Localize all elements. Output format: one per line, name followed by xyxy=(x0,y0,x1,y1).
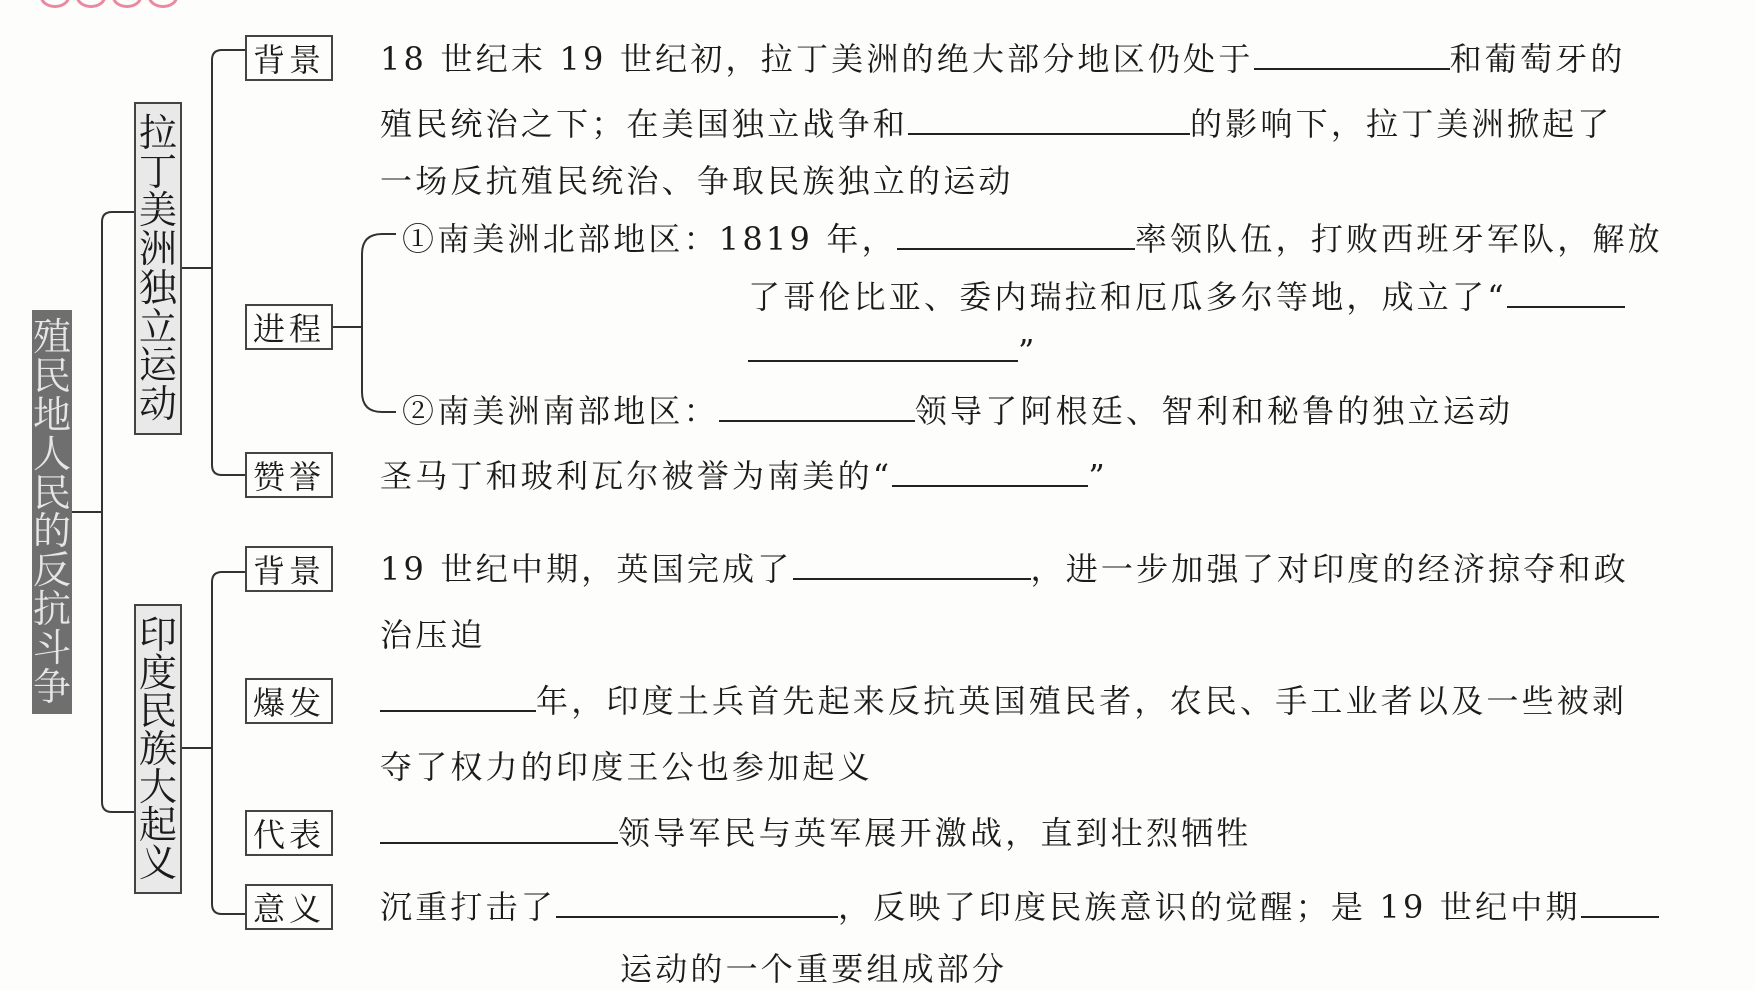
vertical-char: 义 xyxy=(138,841,177,885)
vertical-char: 度 xyxy=(138,651,177,695)
vertical-char: 人 xyxy=(32,431,71,476)
text-line: 沉重打击了 ，反映了印度民族意识的觉醒；是 19 世纪中期 xyxy=(380,886,1659,928)
fill-blank[interactable] xyxy=(380,680,536,712)
vertical-char: 族 xyxy=(138,727,177,771)
label-box-representative: 代表 xyxy=(245,810,333,856)
vertical-char: 斗 xyxy=(32,626,71,670)
fill-blank[interactable] xyxy=(892,455,1088,487)
vertical-char: 立 xyxy=(138,304,177,349)
text-line: ①南美洲北部地区：1819 年， 率领队伍，打败西班牙军队，解放 xyxy=(402,220,1663,258)
label-box-background: 背景 xyxy=(245,35,333,81)
text-line: 一场反抗殖民统治、争取民族独立的运动 xyxy=(380,162,1014,200)
fill-blank[interactable] xyxy=(719,390,915,422)
vertical-char: 争 xyxy=(32,664,71,709)
text-line: 领导军民与英军展开激战，直到壮烈牺牲 xyxy=(380,812,1252,854)
label-box-outbreak: 爆发 xyxy=(245,678,333,724)
vertical-char: 洲 xyxy=(138,227,177,272)
text-line: 19 世纪中期，英国完成了 ，进一步加强了对印度的经济掠夺和政 xyxy=(380,550,1629,588)
vertical-char: 反 xyxy=(32,548,71,593)
text-line: 18 世纪末 19 世纪初，拉丁美洲的绝大部分地区仍处于 和葡萄牙的 xyxy=(380,40,1626,78)
vertical-char: 殖 xyxy=(32,315,71,359)
fill-blank[interactable] xyxy=(793,548,1031,580)
vertical-char: 运 xyxy=(138,343,177,388)
vertical-char: 独 xyxy=(138,265,177,310)
branch-title-latin-america xyxy=(134,102,182,435)
text-line: ②南美洲南部地区： 领导了阿根廷、智利和秘鲁的独立运动 xyxy=(402,392,1514,430)
vertical-char: 动 xyxy=(138,381,177,426)
text-line: 夺了权力的印度王公也参加起义 xyxy=(380,748,873,786)
vertical-char: 民 xyxy=(32,470,71,515)
fill-blank[interactable] xyxy=(556,886,838,918)
vertical-char: 的 xyxy=(32,509,71,554)
branch-title-india xyxy=(134,604,182,894)
vertical-char: 起 xyxy=(138,803,177,847)
text-line: 治压迫 xyxy=(380,616,486,654)
vertical-char: 大 xyxy=(138,765,177,809)
label-box-process: 进程 xyxy=(245,304,333,350)
vertical-char: 民 xyxy=(32,353,71,398)
text-line: 圣马丁和玻利瓦尔被誉为南美的“ ” xyxy=(380,457,1108,495)
fill-blank[interactable] xyxy=(1254,38,1450,70)
text-line: 运动的一个重要组成部分 xyxy=(620,950,1008,988)
vertical-char: 民 xyxy=(138,689,177,733)
label-box-background: 背景 xyxy=(245,546,333,592)
vertical-char: 美 xyxy=(138,188,177,233)
fill-blank[interactable] xyxy=(380,812,618,844)
fill-blank[interactable] xyxy=(1507,276,1625,308)
label-box-praise: 赞誉 xyxy=(245,452,333,498)
text-line: ” xyxy=(748,330,1038,372)
fill-blank[interactable] xyxy=(908,103,1190,135)
fill-blank[interactable] xyxy=(897,218,1135,250)
vertical-char: 丁 xyxy=(138,149,177,194)
vertical-char: 地 xyxy=(32,392,71,437)
vertical-char: 印 xyxy=(138,613,177,657)
vertical-char: 拉 xyxy=(138,111,177,155)
fill-blank[interactable] xyxy=(748,330,1018,362)
vertical-char: 抗 xyxy=(32,587,71,632)
fill-blank[interactable] xyxy=(1581,886,1659,918)
text-line: 年，印度土兵首先起来反抗英国殖民者，农民、手工业者以及一些被剥 xyxy=(380,680,1627,722)
root-title xyxy=(32,310,72,714)
text-line: 了哥伦比亚、委内瑞拉和厄瓜多尔等地，成立了“ xyxy=(748,276,1625,318)
label-box-significance: 意义 xyxy=(245,884,333,930)
text-line: 殖民统治之下；在美国独立战争和 的影响下，拉丁美洲掀起了 xyxy=(380,105,1613,143)
